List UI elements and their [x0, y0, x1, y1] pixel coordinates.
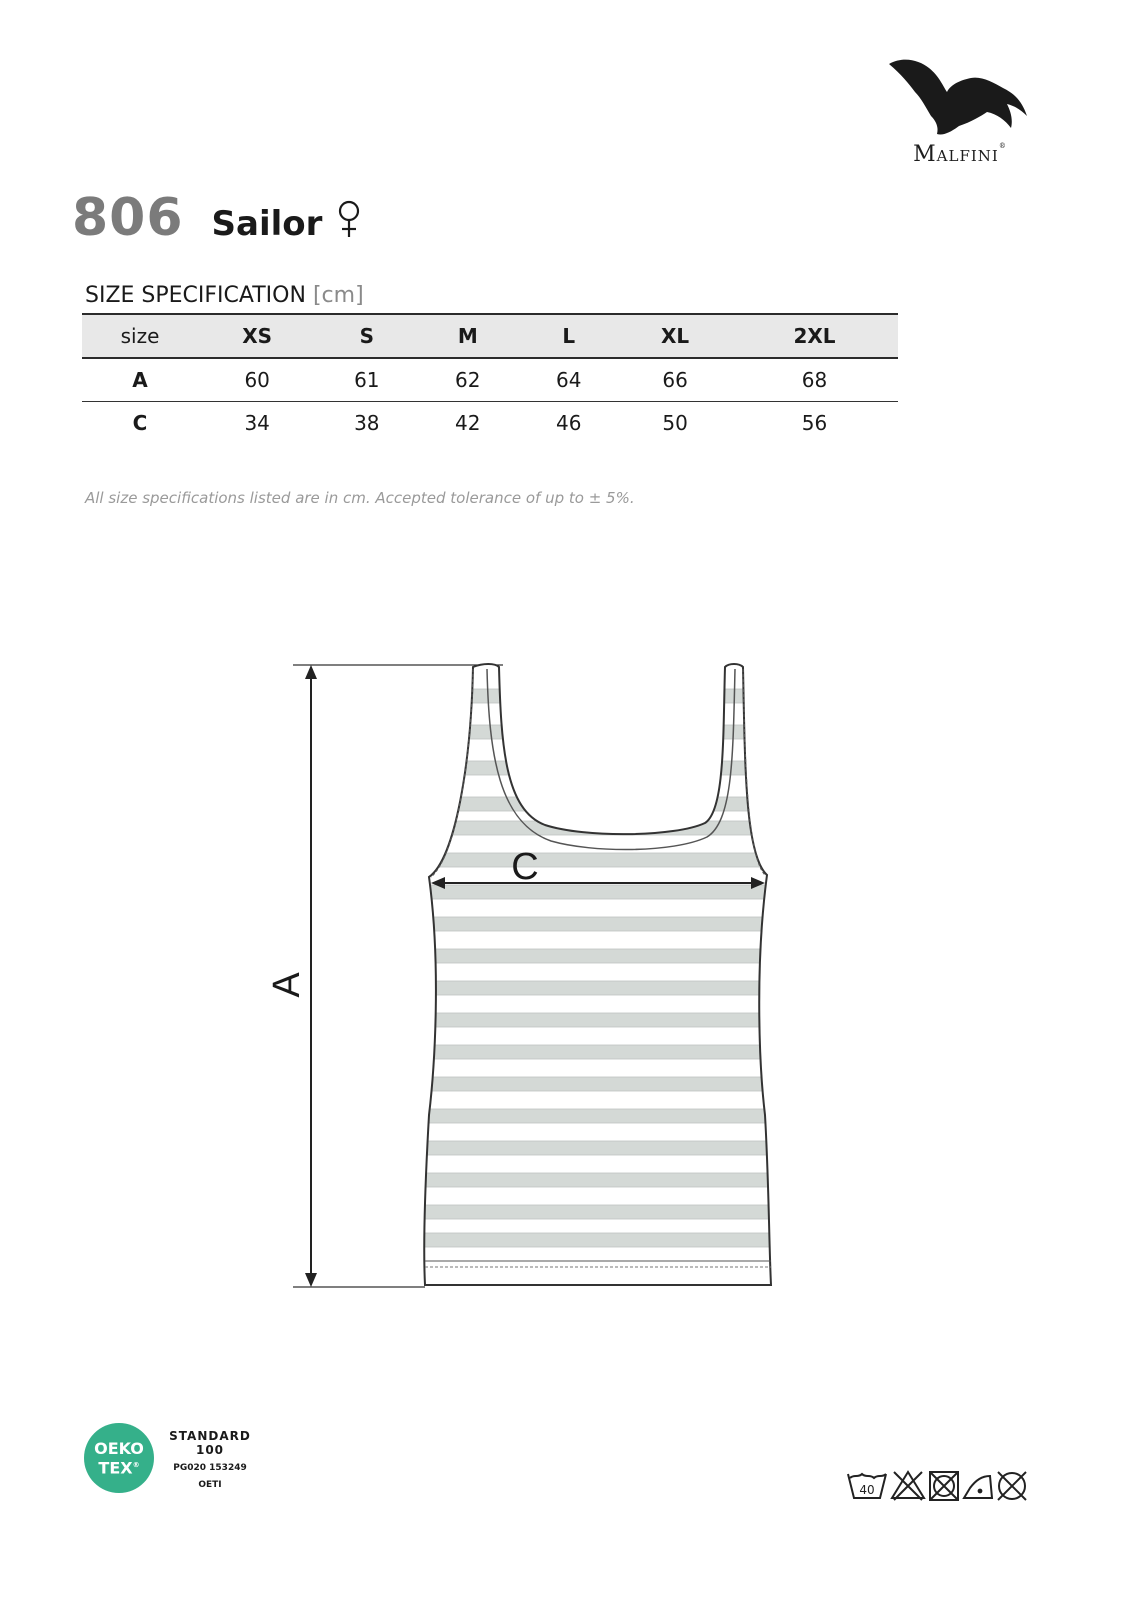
- no-tumble-dry-icon: [930, 1472, 958, 1500]
- table-cell: 42: [455, 411, 481, 435]
- table-cell: 60: [244, 368, 270, 392]
- model-number: 806: [72, 188, 184, 248]
- table-cell: 38: [354, 411, 380, 435]
- table-cell: 34: [244, 411, 270, 435]
- table-cell: 56: [801, 411, 828, 435]
- table-header-row: [82, 314, 898, 358]
- table-row: [82, 358, 898, 402]
- eagle-icon: [885, 56, 1035, 140]
- table-cell: 68: [801, 368, 828, 392]
- header-cell: M: [457, 324, 478, 348]
- svg-text:40: 40: [859, 1483, 875, 1497]
- dimension-a-label: A: [266, 972, 308, 998]
- care-symbols: [846, 1468, 1046, 1504]
- header-cell: XS: [242, 324, 273, 348]
- oeko-tex-text: STANDARD 100 PG020 153249 OETI: [169, 1429, 251, 1490]
- header-cell: size: [120, 324, 160, 348]
- female-symbol-icon: [336, 199, 362, 239]
- table-cell: 66: [662, 368, 688, 392]
- table-cell: 61: [354, 368, 380, 392]
- tolerance-note: All size specifications listed are in cm. Accepted tolerance of up to ± 5%.: [85, 489, 635, 507]
- header-cell: XL: [661, 324, 690, 348]
- oeko-tex-logo: OEKO TEX®: [84, 1423, 154, 1493]
- size-table: [82, 313, 898, 444]
- spec-title: SIZE SPECIFICATION [cm]: [85, 283, 364, 308]
- header-cell: L: [562, 324, 576, 348]
- dimension-a-arrow-bottom: [305, 1273, 317, 1287]
- table-cell: 50: [662, 411, 688, 435]
- header-cell: S: [359, 324, 375, 348]
- row-label: C: [132, 411, 148, 435]
- table-row: [82, 402, 898, 445]
- garment-diagram: [255, 645, 795, 1305]
- product-title: [72, 188, 362, 248]
- brand-name: Malfini®: [913, 142, 1007, 167]
- wash-40-icon: [848, 1474, 886, 1498]
- table-cell: 62: [455, 368, 481, 392]
- iron-low-icon: [964, 1476, 992, 1498]
- striped-tank-top-icon: [415, 645, 785, 1305]
- oeko-tex-badge: [84, 1423, 264, 1495]
- no-bleach-icon: [892, 1472, 924, 1500]
- table-cell: 46: [556, 411, 582, 435]
- header-cell: 2XL: [793, 324, 836, 348]
- table-cell: 64: [556, 368, 582, 392]
- model-name: Sailor: [211, 204, 323, 244]
- row-label: A: [132, 368, 148, 392]
- no-dry-clean-icon: [998, 1472, 1026, 1500]
- dimension-c-label: C: [511, 846, 539, 888]
- brand-logo: [875, 56, 1045, 167]
- dimension-a-arrow-top: [305, 665, 317, 679]
